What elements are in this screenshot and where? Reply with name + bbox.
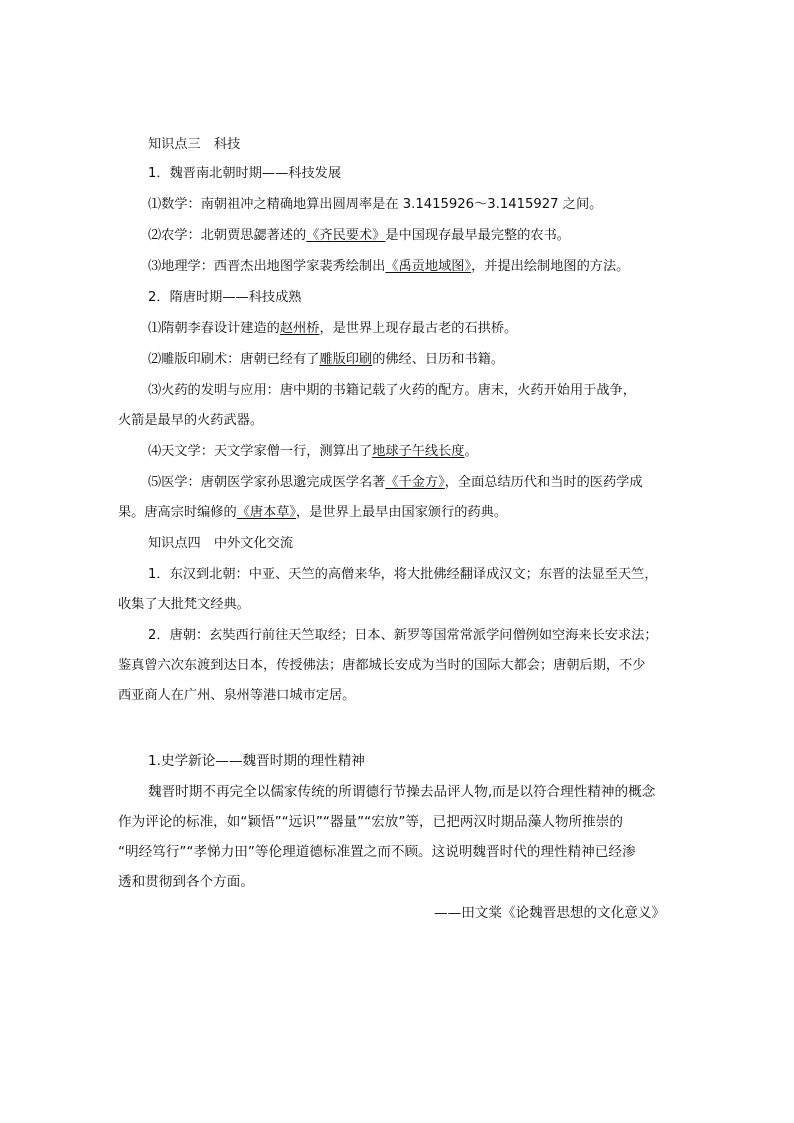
book-qimin-yaoshu: 《齐民要术》 xyxy=(306,228,386,243)
exchange-item2-line1: 2．唐朝：玄奘西行前往天竺取经；日本、新罗等国常常派学问僧例如空海来长安求法； xyxy=(148,628,658,643)
item-medicine-line1: ⑸医学：唐朝医学家孙思邈完成医学名著《千金方》，全面总结历代和当时的医药学成 xyxy=(148,475,643,490)
meridian-length: 地球子午线长度 xyxy=(372,444,465,459)
item-geography: ⑶地理学：西晋杰出地图学家裴秀绘制出《禹贡地域图》，并提出绘制地图的方法。 xyxy=(148,259,630,274)
item-gunpowder-line2: 火箭是最早的火药武器。 xyxy=(118,413,264,428)
subheading-sui-tang: 2．隋唐时期——科技成熟 xyxy=(148,290,302,305)
book-tang-bencao: 《唐本草》 xyxy=(236,505,297,520)
zhaozhou-bridge: 赵州桥 xyxy=(279,321,320,336)
item-printing: ⑵雕版印刷术：唐朝已经有了雕版印刷的佛经、日历和书籍。 xyxy=(148,352,505,367)
book-qianjin-fang: 《千金方》 xyxy=(385,475,445,490)
item-gunpowder-line1: ⑶火药的发明与应用：唐中期的书籍记载了火药的配方。唐末，火药开始用于战争， xyxy=(148,383,636,398)
material-title: 1.史学新论——魏晋时期的理性精神 xyxy=(148,753,365,769)
map-yugong-diyu-tu: 《禹贡地域图》 xyxy=(385,259,472,274)
material-line2: 作为评论的标准，如“颖悟”“远识”“器量”“宏放”等，已把两汉时期品藻人物所推崇的 xyxy=(118,814,623,830)
exchange-item1-line1: 1．东汉到北朝：中亚、天竺的高僧来华，将大批佛经翻译成汉文；东晋的法显至天竺， xyxy=(148,567,658,582)
exchange-item2-line2: 鉴真曾六次东渡到达日本，传授佛法；唐都城长安成为当时的国际大都会；唐朝后期，不少 xyxy=(118,658,646,673)
material-line4: 透和贯彻到各个方面。 xyxy=(118,874,254,890)
item-agriculture: ⑵农学：北朝贾思勰著述的《齐民要术》是中国现存最早最完整的农书。 xyxy=(148,228,570,243)
subheading-wei-jin: 1．魏晋南北朝时期——科技发展 xyxy=(148,166,342,181)
item-bridge: ⑴隋朝李春设计建造的赵州桥，是世界上现存最古老的石拱桥。 xyxy=(148,321,518,336)
section-heading-exchange: 知识点四 中外文化交流 xyxy=(148,536,294,551)
item-medicine-line2: 果。唐高宗时编修的《唐本草》，是世界上最早由国家颁行的药典。 xyxy=(118,505,508,520)
section-heading-science: 知识点三 科技 xyxy=(148,137,241,152)
material-line1: 魏晋时期不再完全以儒家传统的所谓德行节操去品评人物,而是以符合理性精神的概念 xyxy=(148,784,656,800)
item-astronomy: ⑷天文学：天文学家僧一行，测算出了地球子午线长度。 xyxy=(148,444,478,459)
exchange-item1-line2: 收集了大批梵文经典。 xyxy=(118,597,250,612)
woodblock-printing: 雕版印刷 xyxy=(319,352,373,367)
material-line3: “明经笃行”“孝悌力田”等伦理道德标准置之而不顾。这说明魏晋时代的理性精神已经渗 xyxy=(118,844,636,860)
exchange-item2-line3: 西亚商人在广州、泉州等港口城市定居。 xyxy=(118,688,356,703)
item-math: ⑴数学：南朝祖冲之精确地算出圆周率是在 3.1415926～3.1415927 之间。 xyxy=(148,197,603,212)
material-source: ——田文棠《论魏晋思想的文化意义》 xyxy=(434,905,666,921)
